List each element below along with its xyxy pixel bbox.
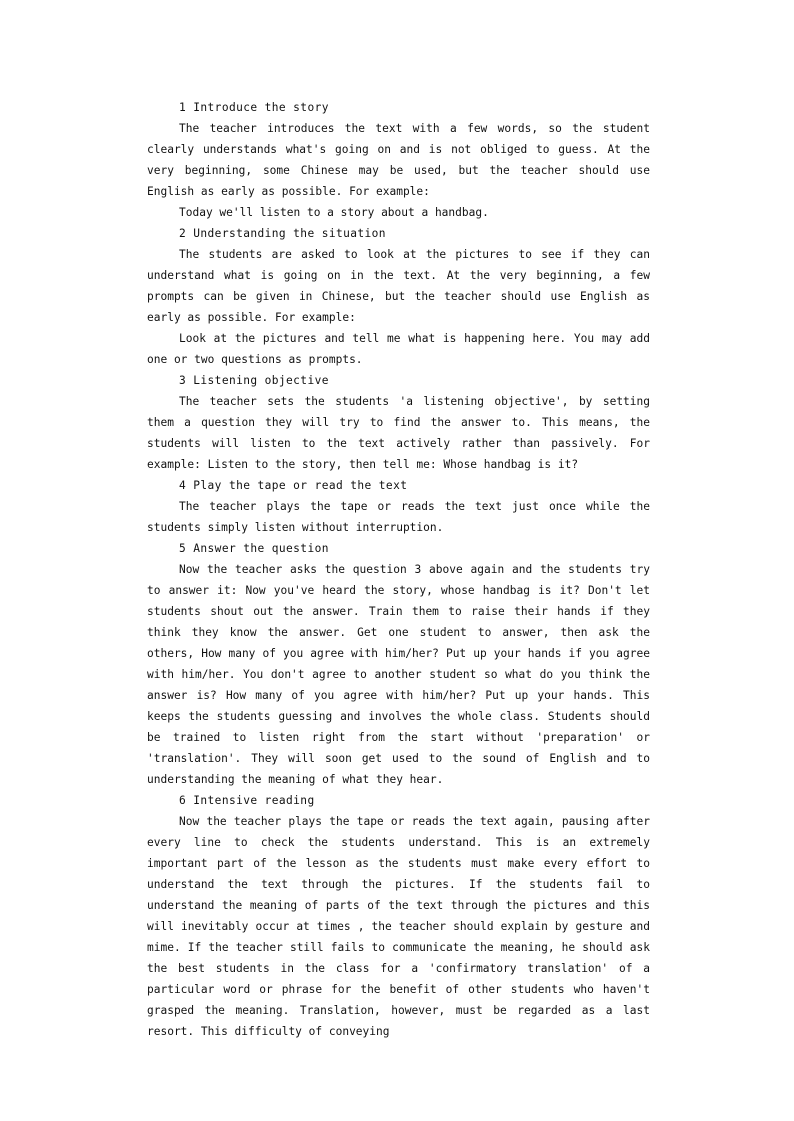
example-sentence: Look at the pictures and tell me what is happening here. You may add one or two questions as prompts. (147, 332, 650, 366)
document-page (147, 97, 650, 1042)
section-body: The teacher introduces the text with a few words, so the student clearly understands what's going on and is not obliged to guess. At the very beginning, some Chinese may be used, but the teacher should use English as early as possible. For example: (147, 122, 650, 198)
section-listening-objective (147, 370, 650, 475)
section-understanding-situation (147, 223, 650, 370)
section-heading: 4 Play the tape or read the text (179, 479, 408, 492)
section-heading: 5 Answer the question (179, 542, 329, 555)
section-heading: 6 Intensive reading (179, 794, 315, 807)
section-body: The students are asked to look at the pictures to see if they can understand what is going on in the text. At the very beginning, a few prompts can be given in Chinese, but the teacher should use English as early as possible. For example: (147, 248, 650, 324)
section-heading: 2 Understanding the situation (179, 227, 386, 240)
section-heading: 3 Listening objective (179, 374, 329, 387)
section-introduce-story (147, 97, 650, 223)
section-answer-question (147, 538, 650, 790)
section-body: Now the teacher asks the question 3 above again and the students try to answer it: Now you've heard the story, whose handbag is it? Don't let students shout out the answer. Train them to raise their hands if they think they know the answer. Get one student to answer, then ask the others, How many of you agree with him/her? Put up your hands if you agree with him/her. You don't agree to another student so what do you think the answer is? How many of you agree with him/her? Put up your hands. This keeps the students guessing and involves the whole class. Students should be trained to listen right from the start without 'preparation' or 'translation'. They will soon get used to the sound of English and to understanding the meaning of what they hear. (147, 563, 650, 786)
example-sentence: Today we'll listen to a story about a handbag. (179, 206, 489, 219)
section-play-tape (147, 475, 650, 538)
section-body: The teacher plays the tape or reads the text just once while the students simply listen without interruption. (147, 500, 650, 534)
section-body: Now the teacher plays the tape or reads the text again, pausing after every line to check the students understand. This is an extremely important part of the lesson as the students must make every effort to understand the text through the pictures. If the students fail to understand the meaning of parts of the text through the pictures and this will inevitably occur at times , the teacher should explain by gesture and mime. If the teacher still fails to communicate the meaning, he should ask the best students in the class for a 'confirmatory translation' of a particular word or phrase for the benefit of other students who haven't grasped the meaning. Translation, however, must be regarded as a last resort. This difficulty of conveying (147, 815, 650, 1038)
section-intensive-reading (147, 790, 650, 1042)
section-heading: 1 Introduce the story (179, 101, 329, 114)
section-body: The teacher sets the students 'a listening objective', by setting them a question they will try to find the answer to. This means, the students will listen to the text actively rather than passively. For example: Listen to the story, then tell me: Whose handbag is it? (147, 395, 650, 471)
